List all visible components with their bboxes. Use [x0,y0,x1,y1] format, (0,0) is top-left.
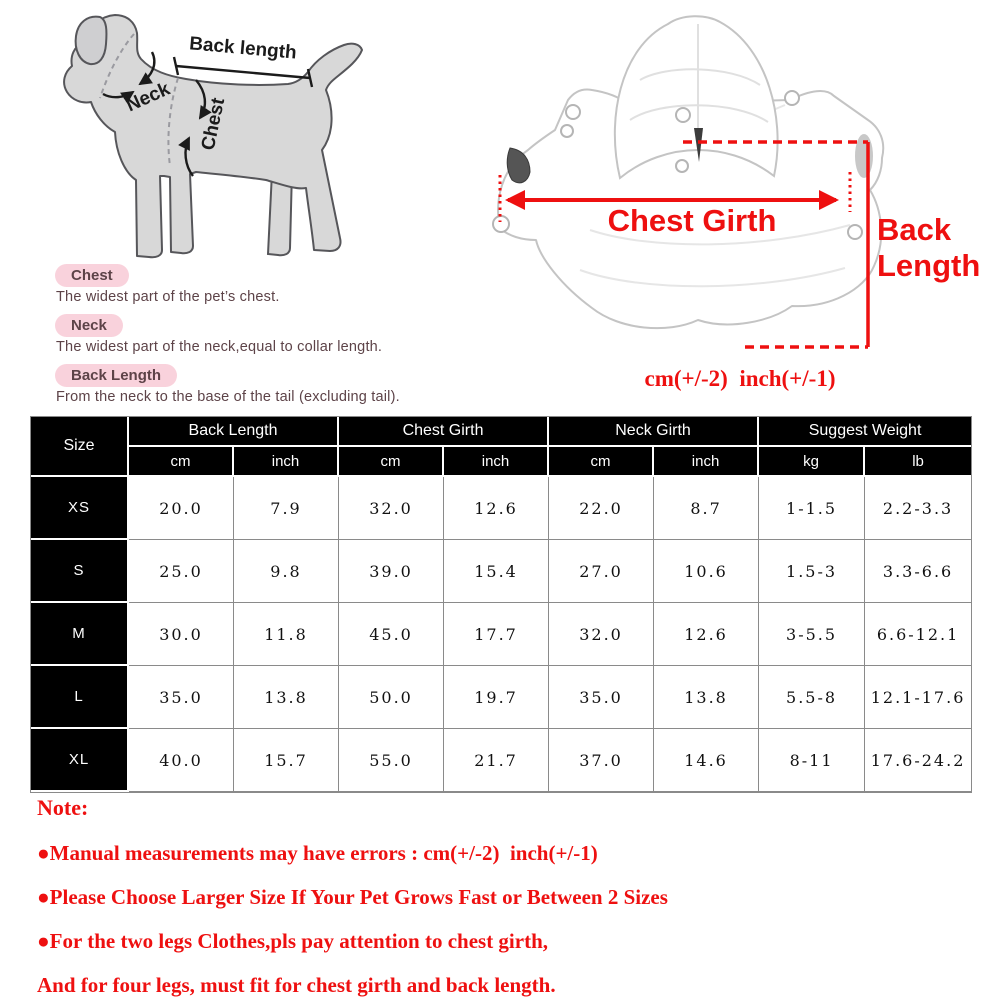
definitions-section [55,264,515,414]
table-cell: 21.7 [444,729,549,792]
unit-header: kg [759,447,865,477]
tolerance-note: cm(+/-2) inch(+/-1) [644,366,836,391]
table-cell: 50.0 [339,666,444,729]
table-cell: 12.6 [654,603,759,666]
notes-section [37,795,967,1000]
table-cell: 22.0 [549,477,654,540]
size-label: S [31,540,129,603]
table-cell: 37.0 [549,729,654,792]
unit-header: lb [865,447,971,477]
table-cell: 2.2-3.3 [865,477,971,540]
table-cell: 11.8 [234,603,339,666]
table-cell: 27.0 [549,540,654,603]
note-line: ●Please Choose Larger Size If Your Pet Grows Fast or Between 2 Sizes [37,885,668,909]
table-row-l [31,666,971,729]
back-length-label-line1: Back [877,212,952,247]
table-cell: 19.7 [444,666,549,729]
back-length-label-line2: Length [877,248,981,283]
neck-label: Neck [123,78,174,117]
unit-header: cm [129,447,234,477]
note-title: Note: [37,795,89,820]
definition-term-pill: Back Length [55,364,177,387]
table-cell: 45.0 [339,603,444,666]
table-row-xl [31,729,971,792]
size-label: XS [31,477,129,540]
table-cell: 1-1.5 [759,477,865,540]
unit-header: inch [444,447,549,477]
dog-ear [76,17,107,64]
table-cell: 32.0 [339,477,444,540]
table-row-s [31,540,971,603]
definition-description: From the neck to the base of the tail (excluding tail). [56,389,400,405]
size-table [30,416,972,793]
table-cell: 30.0 [129,603,234,666]
note-line: And for four legs, must fit for chest girth and back length. [37,973,556,997]
table-cell: 7.9 [234,477,339,540]
table-cell: 40.0 [129,729,234,792]
definition-description: The widest part of the neck,equal to collar length. [56,339,383,355]
back-length-label: Back length [188,33,298,64]
table-cell: 17.6-24.2 [865,729,971,792]
unit-header: cm [549,447,654,477]
table-cell: 12.6 [444,477,549,540]
table-cell: 6.6-12.1 [865,603,971,666]
note-line: ●For the two legs Clothes,pls pay attention to chest girth, [37,929,549,953]
size-label: XL [31,729,129,792]
col-group-back-length: Back Length [129,417,339,447]
table-cell: 39.0 [339,540,444,603]
chest-label: Chest [197,96,230,153]
table-cell: 5.5-8 [759,666,865,729]
table-cell: 32.0 [549,603,654,666]
definition-description: The widest part of the pet’s chest. [56,289,280,305]
unit-header: cm [339,447,444,477]
table-cell: 9.8 [234,540,339,603]
chest-girth-label: Chest Girth [607,203,777,238]
jacket-measurement-diagram [470,0,1000,365]
table-cell: 35.0 [129,666,234,729]
col-group-suggest-weight: Suggest Weight [759,417,971,447]
definition-item-back-length [55,364,515,405]
table-cell: 17.7 [444,603,549,666]
definition-item-neck [55,314,515,355]
table-cell: 10.6 [654,540,759,603]
definition-item-chest [55,264,515,305]
col-group-chest-girth: Chest Girth [339,417,549,447]
table-cell: 3-5.5 [759,603,865,666]
table-cell: 8.7 [654,477,759,540]
table-cell: 20.0 [129,477,234,540]
size-label: L [31,666,129,729]
table-cell: 13.8 [654,666,759,729]
note-line: ●Manual measurements may have errors : cm(+/-2) inch(+/-1) [37,841,598,865]
table-cell: 1.5-3 [759,540,865,603]
col-group-neck-girth: Neck Girth [549,417,759,447]
table-cell: 8-11 [759,729,865,792]
table-cell: 12.1-17.6 [865,666,971,729]
unit-header: inch [234,447,339,477]
table-cell: 55.0 [339,729,444,792]
table-cell: 15.7 [234,729,339,792]
table-cell: 25.0 [129,540,234,603]
table-cell: 3.3-6.6 [865,540,971,603]
size-label: M [31,603,129,666]
table-cell: 13.8 [234,666,339,729]
definition-term-pill: Chest [55,264,129,287]
table-row-xs [31,477,971,540]
table-row-m [31,603,971,666]
col-header-size: Size [31,417,129,477]
unit-header: inch [654,447,759,477]
definition-term-pill: Neck [55,314,123,337]
dog-measurement-diagram [0,0,420,270]
table-cell: 14.6 [654,729,759,792]
table-cell: 35.0 [549,666,654,729]
table-cell: 15.4 [444,540,549,603]
